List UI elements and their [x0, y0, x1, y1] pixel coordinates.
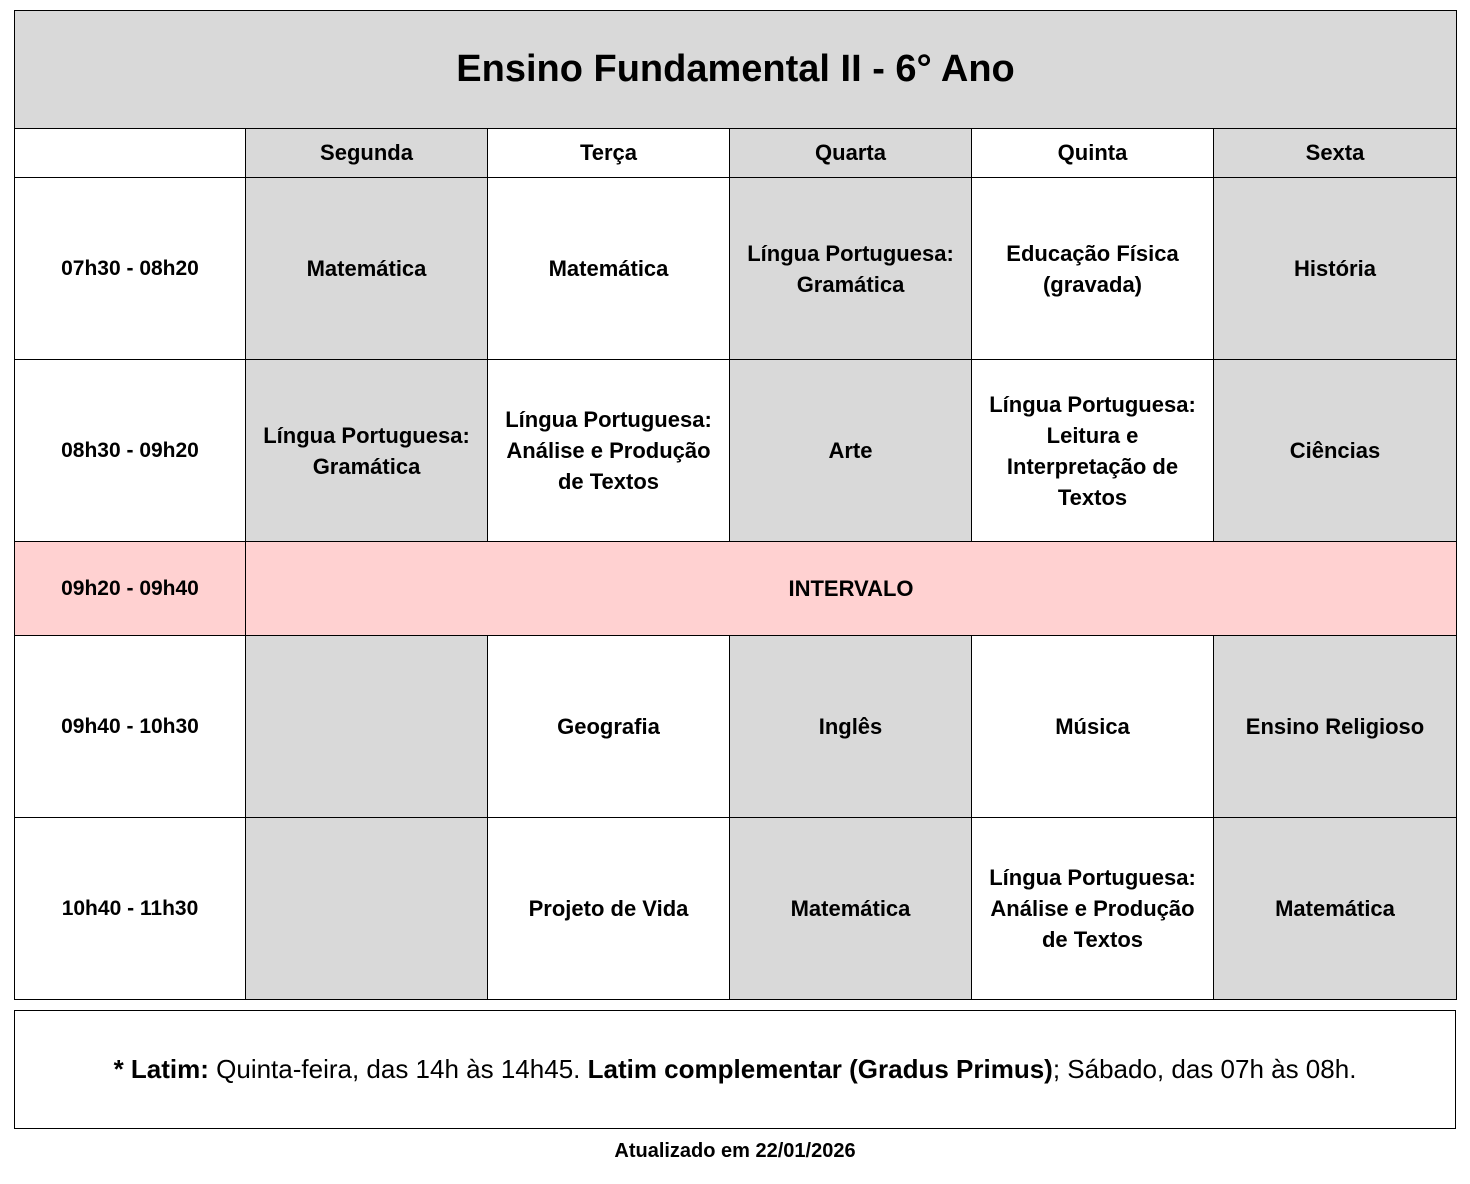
class-cell: Matemática: [1214, 818, 1457, 1000]
break-label: INTERVALO: [246, 542, 1457, 636]
note-latim-schedule: Quinta-feira, das 14h às 14h45.: [208, 1054, 588, 1084]
class-cell: Ensino Religioso: [1214, 636, 1457, 818]
day-header-quarta: Quarta: [730, 129, 972, 178]
time-slot: 09h40 - 10h30: [15, 636, 246, 818]
note-prefix: *: [113, 1054, 131, 1084]
class-cell: Língua Portuguesa: Leitura e Interpretação de Textos: [972, 360, 1214, 542]
table-row: [15, 818, 1457, 1000]
class-cell: Música: [972, 636, 1214, 818]
note-latim-label: Latim:: [130, 1054, 209, 1084]
break-time-slot: 09h20 - 09h40: [15, 542, 246, 636]
class-cell: [246, 636, 488, 818]
class-cell: História: [1214, 178, 1457, 360]
break-row: [15, 542, 1457, 636]
note-complementar-schedule: ; Sábado, das 07h às 08h.: [1052, 1054, 1357, 1084]
time-slot: 07h30 - 08h20: [15, 178, 246, 360]
updated-date: Atualizado em 22/01/2026: [614, 1140, 856, 1162]
time-slot: 10h40 - 11h30: [15, 818, 246, 1000]
class-cell: Educação Física (gravada): [972, 178, 1214, 360]
table-row: [15, 178, 1457, 360]
class-cell: Geografia: [488, 636, 730, 818]
class-cell: Inglês: [730, 636, 972, 818]
class-cell: Língua Portuguesa: Análise e Produção de Textos: [972, 818, 1214, 1000]
note-complementar-label: Latim complementar (Gradus Primus): [587, 1054, 1053, 1084]
day-header-terca: Terça: [488, 129, 730, 178]
schedule-table: [14, 10, 1457, 1000]
class-cell: Matemática: [246, 178, 488, 360]
page-title: Ensino Fundamental II - 6° Ano: [15, 11, 1457, 129]
latin-note: [14, 1010, 1456, 1129]
class-cell: Língua Portuguesa: Análise e Produção de Textos: [488, 360, 730, 542]
day-header-quinta: Quinta: [972, 129, 1214, 178]
table-row: [15, 636, 1457, 818]
header-corner: [15, 129, 246, 178]
note-text: [114, 1054, 1357, 1085]
class-cell: Matemática: [488, 178, 730, 360]
header-row: [15, 129, 1457, 178]
class-cell: Língua Portuguesa: Gramática: [730, 178, 972, 360]
class-cell: Língua Portuguesa: Gramática: [246, 360, 488, 542]
class-cell: Ciências: [1214, 360, 1457, 542]
time-slot: 08h30 - 09h20: [15, 360, 246, 542]
table-row: [15, 360, 1457, 542]
day-header-sexta: Sexta: [1214, 129, 1457, 178]
class-cell: Projeto de Vida: [488, 818, 730, 1000]
class-cell: [246, 818, 488, 1000]
class-cell: Arte: [730, 360, 972, 542]
class-cell: Matemática: [730, 818, 972, 1000]
day-header-segunda: Segunda: [246, 129, 488, 178]
